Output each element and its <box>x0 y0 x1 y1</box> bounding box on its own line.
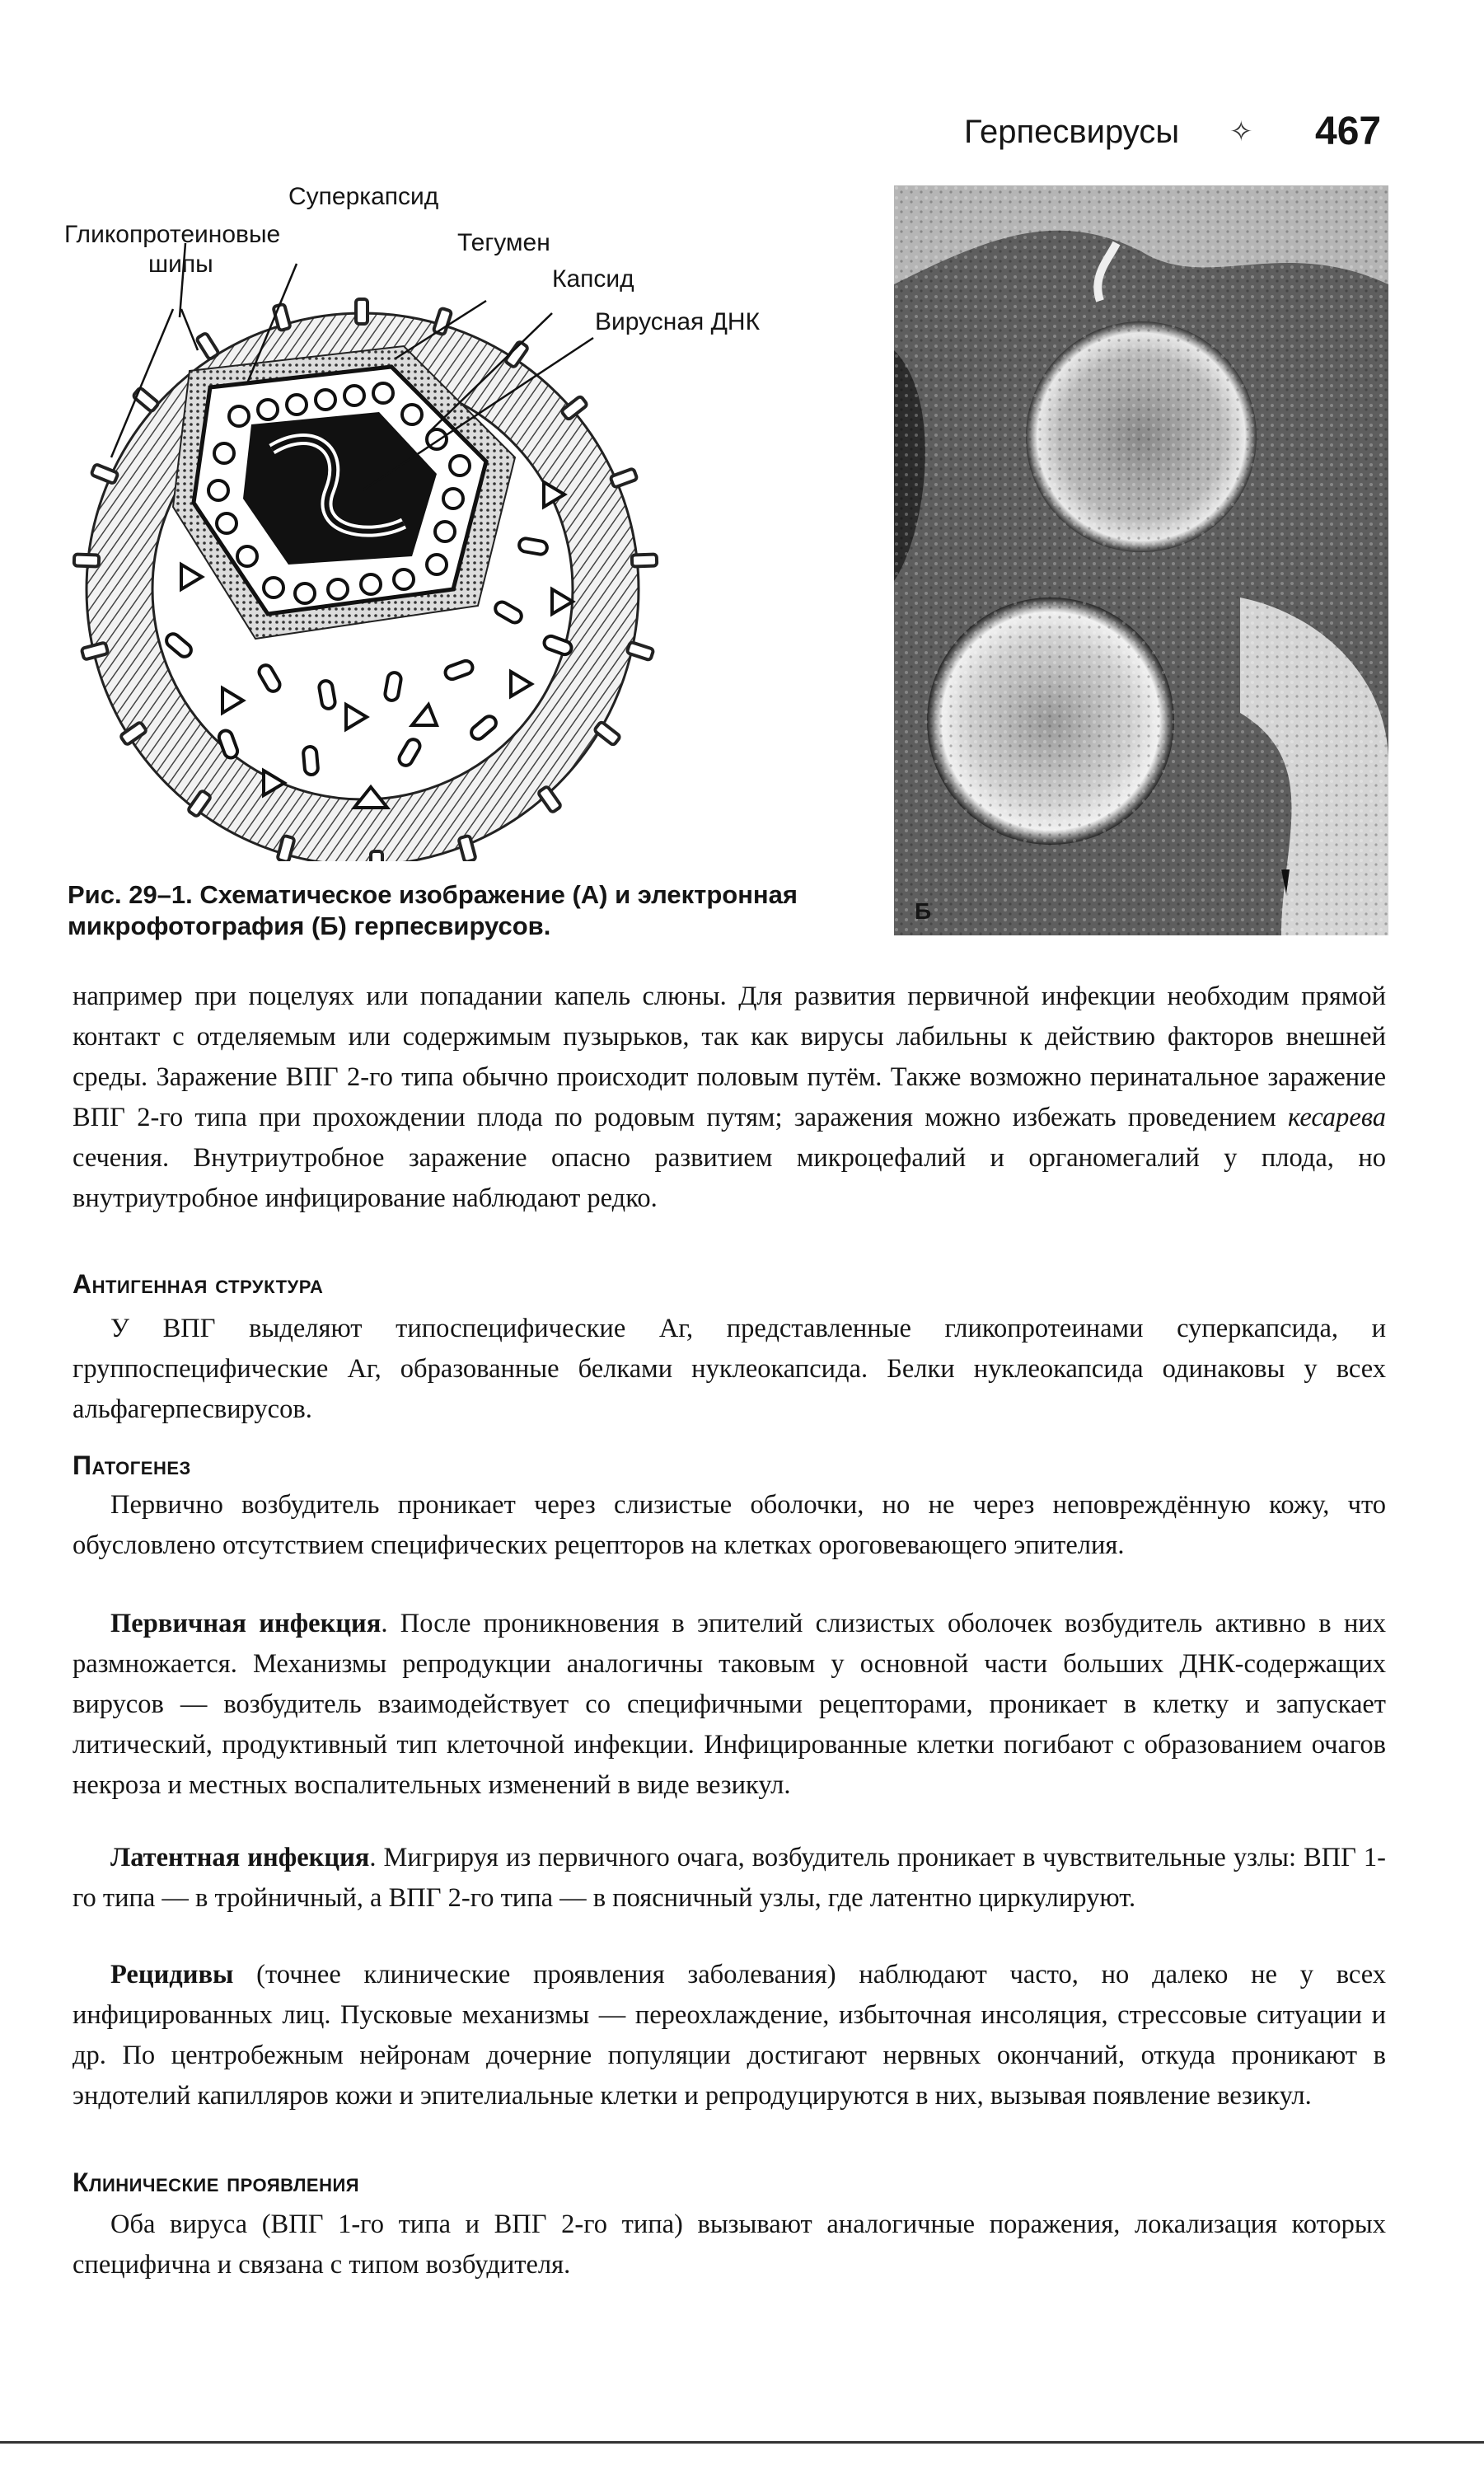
relapse-lead: Рецидивы <box>110 1960 234 1989</box>
micrograph-image-icon <box>894 185 1388 935</box>
page-number: 467 <box>1315 110 1382 153</box>
panel-b-letter: Б <box>915 898 932 924</box>
antigen-paragraph: У ВПГ выделяют типоспецифические Аг, представленные гликопротеинами суперкапсида, и группоспецифические Аг, образованные белками нуклеокапсида. Белки нуклеокапсида одинаковы у всех альфагерпесвирусов. <box>73 1314 1386 1424</box>
intro-paragraph <box>73 977 1386 1219</box>
figure-caption: Рис. 29–1. Схематическое изображение (А) и электронная микрофотография (Б) герпесвирусов. <box>68 880 798 940</box>
intro-text-pre: например при поцелуях или попадании капель слюны. Для развития первичной инфекции необходим прямой контакт с отделяемым или содержимым пузырьков, так как вирусы лабильны к действию факторов внешней среды. Заражение ВПГ 2-го типа обычно происходит половым путём. Также возможно перинатальное заражение ВПГ 2-го типа при прохождении плода по родовым путям; заражения можно избежать проведением <box>73 982 1386 1132</box>
virion-diagram-icon <box>49 177 840 861</box>
relapse-text: (точнее клинические проявления заболевания) наблюдают часто, но далеко не у всех инфицированных лиц. Пусковые механизмы — переохлаждение, избыточная инсоляция, стрессовые ситуации и др. По центробежным нейронам дочерние популяции достигают нервных окончаний, откуда проникают в эндотелий капилляров кожи и эпителиальные клетки и репродуцируются в них, вызывая появление везикул. <box>73 1960 1386 2111</box>
running-title: Герпесвирусы <box>964 114 1180 150</box>
label-tegument: Тегумен <box>457 229 550 256</box>
clinical-heading: Клинические проявления <box>73 2167 360 2197</box>
clinical-paragraph: Оба вируса (ВПГ 1-го типа и ВПГ 2-го типа) вызывают аналогичные поражения, локализация которых специфична и связана с типом возбудителя. <box>73 2210 1386 2280</box>
label-capsid: Капсид <box>552 265 634 293</box>
pathogenesis-heading: Патогенез <box>73 1450 191 1480</box>
virus-schematic-figure <box>49 177 840 861</box>
intro-text-italic: кесарева <box>1287 1103 1386 1132</box>
bottom-rule <box>0 2441 1484 2444</box>
primary-infection-lead: Первичная инфекция <box>110 1609 382 1638</box>
latent-infection-text: . Мигрируя из первичного очага, возбудитель проникает в чувствительные узлы: ВПГ 1-го типа — в тройничный, а ВПГ 2-го типа — в поясничный узлы, где латентно циркулируют. <box>73 1843 1386 1913</box>
label-glycoprotein-line1: Гликопротеиновые <box>64 221 281 248</box>
label-viral-dna: Вирусная ДНК <box>595 308 761 335</box>
label-glycoprotein-line2: шипы <box>148 251 213 278</box>
label-supercapsid: Суперкапсид <box>288 183 439 210</box>
antigen-heading: Антигенная структура <box>73 1269 324 1299</box>
diamond-ornament-icon: ✧ <box>1229 116 1253 148</box>
latent-infection-paragraph <box>73 1838 1386 1919</box>
latent-infection-lead: Латентная инфекция <box>110 1843 370 1872</box>
primary-infection-paragraph <box>73 1604 1386 1806</box>
relapse-paragraph <box>73 1955 1386 2116</box>
pathogenesis-paragraph: Первично возбудитель проникает через слизистые оболочки, но не через неповреждённую кожу, что обусловлено отсутствием специфических рецепторов на клетках ороговевающего эпителия. <box>73 1490 1386 1560</box>
electron-micrograph <box>894 185 1388 935</box>
primary-infection-text: . После проникновения в эпителий слизистых оболочек возбудитель активно в них размножается. Механизмы репродукции аналогичны таковым у основной части больших ДНК-содержащих вирусов — возбудитель взаимодействует со специфичными рецепторами, проникает в клетку и запускает литический, продуктивный тип клеточной инфекции. Инфицированные клетки погибают с образованием очагов некроза и местных воспалительных изменений в виде везикул. <box>73 1609 1386 1800</box>
intro-text-post: сечения. Внутриутробное заражение опасно развитием микроцефалий и органомегалий у плода, но внутриутробное инфицирование наблюдают редко. <box>73 1143 1386 1213</box>
